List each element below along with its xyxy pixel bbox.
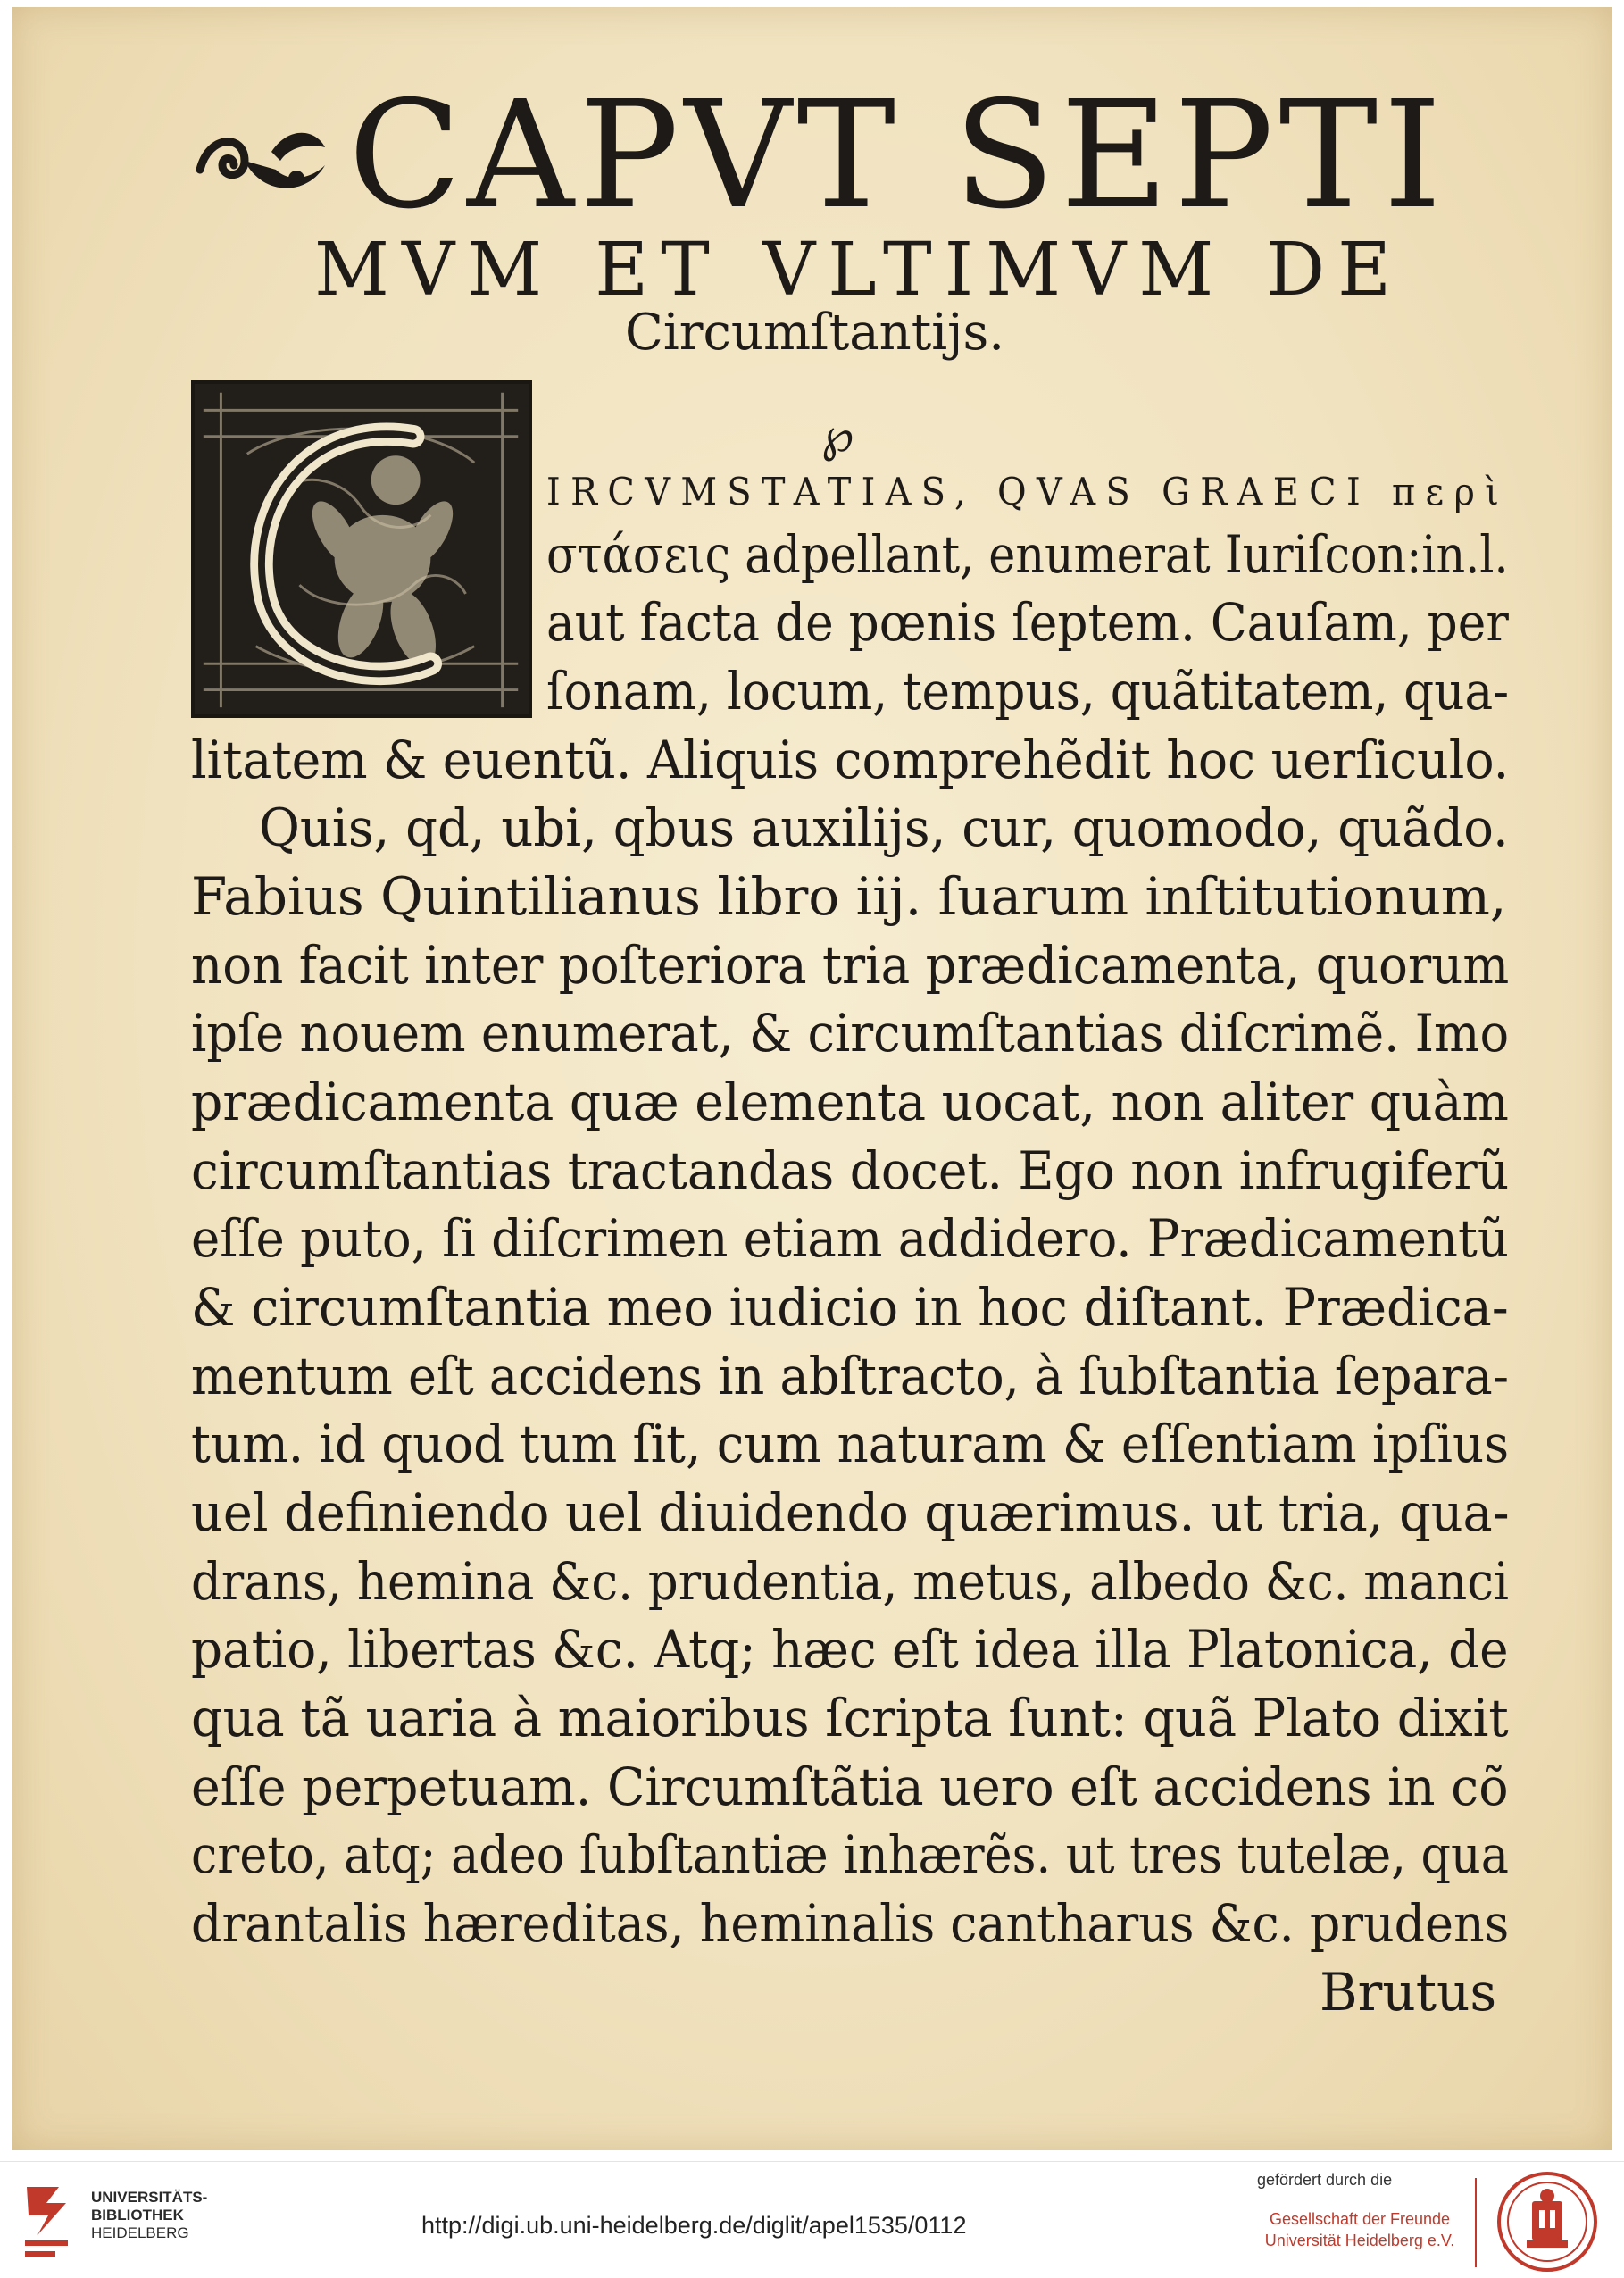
text-line: & circumſtantia meo iudicio in hoc diſtant. Prædica- — [191, 1277, 1509, 1338]
decorated-initial-c — [191, 380, 532, 718]
text-line: circumſtantias tractandas docet. Ego non infrugiferũ — [191, 1140, 1510, 1201]
text-line: ipſe nouem enumerat, & circumſtantias diſcrimẽ. Imo — [191, 1003, 1510, 1064]
logo-line: BIBLIOTHEK — [91, 2207, 184, 2224]
logo-line: UNIVERSITÄTS- — [91, 2189, 208, 2206]
logo-line: HEIDELBERG — [91, 2224, 189, 2241]
university-library-logo-text — [91, 2189, 207, 2242]
catchword: Brutus — [1320, 1962, 1497, 2023]
text-line: στάσεις adpellant, enumerat Iuriſcon:in.l. — [546, 524, 1509, 585]
text-line: tum. id quod tum ſit, cum naturam & eſſentiam ipſius — [191, 1414, 1510, 1474]
text-line: patio, libertas &c. Atq; hæc eſt idea illa Platonica, de — [191, 1619, 1509, 1680]
sponsor-line: Universität Heidelberg e.V. — [1264, 2232, 1455, 2249]
text-line: prædicamenta quæ elementa uocat, non aliter quàm — [191, 1072, 1509, 1132]
sponsor-name — [1257, 2208, 1462, 2251]
paragraph-mark: ℘ — [821, 409, 854, 463]
text-line: drans, hemina &c. prudentia, metus, albedo &c. manci — [191, 1551, 1509, 1612]
woodcut-initial-icon — [195, 384, 529, 714]
fleuron-ornament-icon — [191, 116, 334, 214]
footer-bar — [0, 2161, 1624, 2278]
chapter-title-line-1: CAPVT SEPTI — [348, 70, 1447, 242]
text-line: Quis, qd, ubi, qbus auxilijs, cur, quomodo, quãdo. — [259, 797, 1509, 858]
text-line: qua tã uaria à maioribus ſcripta ſunt: quã Plato dixit — [191, 1688, 1509, 1748]
sponsor-caption: gefördert durch die — [1257, 2171, 1393, 2189]
chapter-title-line-3: Circumſtantijs. — [625, 304, 1005, 362]
text-line: creto, atq; adeo ſubſtantiæ inhærẽs. ut tres tutelæ, qua — [191, 1824, 1509, 1885]
text-line: litatem & euentũ. Aliquis comprehẽdit hoc uerſiculo. — [191, 730, 1510, 790]
permalink-url[interactable]: http://digi.ub.uni-heidelberg.de/diglit/apel1535/0112 — [421, 2212, 967, 2239]
university-seal-icon — [1496, 2171, 1598, 2273]
text-line: uel definiendo uel diuidendo quærimus. ut tria, qua- — [191, 1482, 1510, 1543]
text-line: eſſe perpetuam. Circumſtãtia uero eſt accidens in cõ — [191, 1756, 1509, 1817]
text-line: drantalis hæreditas, heminalis cantharus &c. prudens — [191, 1893, 1510, 1954]
text-line: IRCVMSTATIAS, QVAS GRAECI περὶ — [546, 470, 1510, 513]
text-line: ſonam, locum, tempus, quãtitatem, qua- — [546, 661, 1510, 722]
text-line: non facit inter poſteriora tria prædicamenta, quorum — [191, 935, 1510, 996]
text-line: eſſe puto, ſi diſcrimen etiam addidero. Prædicamentũ — [191, 1208, 1509, 1269]
sponsor-line: Gesellschaft der Freunde — [1269, 2210, 1451, 2228]
sponsor-divider — [1475, 2178, 1477, 2267]
text-line: aut facta de pœnis ſeptem. Cauſam, per — [546, 592, 1509, 653]
text-line: mentum eſt accidens in abſtracto, à ſubſtantia ſepara- — [191, 1346, 1510, 1406]
university-library-logo-icon — [20, 2182, 73, 2260]
chapter-title-line-2: MVM ET VLTIMVM DE — [314, 228, 1403, 313]
text-line: Fabius Quintilianus libro iij. ſuarum inſtitutionum, — [191, 866, 1507, 927]
